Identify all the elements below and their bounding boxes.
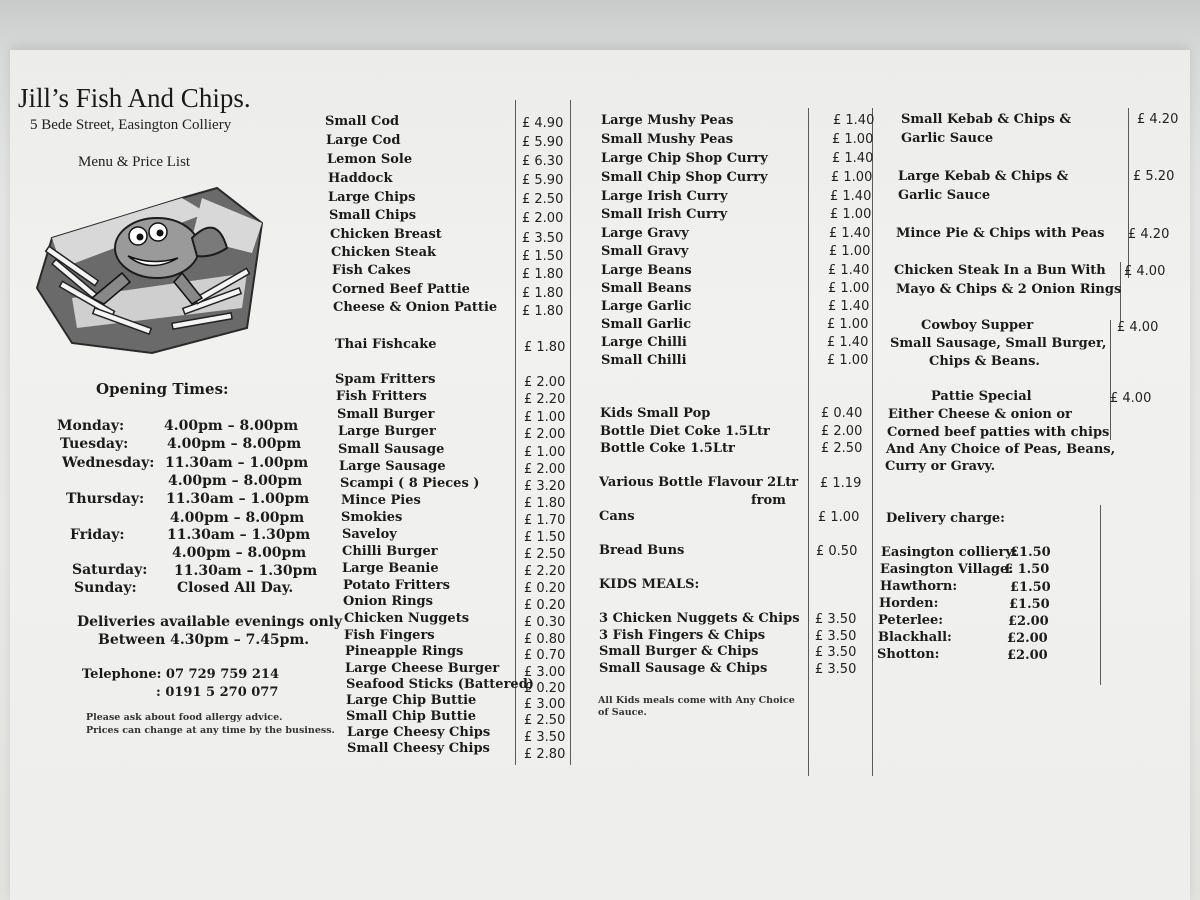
special-price: £ 4.20 xyxy=(1137,112,1179,127)
menu-price: £ 1.40 xyxy=(830,189,872,204)
special-item: Garlic Sauce xyxy=(901,131,994,146)
day-wednesday: Wednesday: xyxy=(62,455,155,471)
day-tuesday: Tuesday: xyxy=(60,436,129,452)
menu-item: Small Burger xyxy=(337,407,435,422)
hours-thursday-2: 4.00pm – 8.00pm xyxy=(170,510,305,526)
menu-item: Scampi ( 8 Pieces ) xyxy=(340,476,480,491)
menu-price: £ 1.00 xyxy=(832,132,874,147)
day-saturday: Saturday: xyxy=(72,562,148,578)
menu-price: £ 1.00 xyxy=(831,170,873,185)
delivery-price: £1.50 xyxy=(1010,545,1051,560)
menu-price: £ 2.00 xyxy=(524,427,566,442)
delivery-price: £1.50 xyxy=(1010,580,1051,595)
menu-price: £ 2.00 xyxy=(524,375,566,390)
menu-price: £ 1.00 xyxy=(524,445,566,460)
hours-friday-2: 4.00pm – 8.00pm xyxy=(172,545,307,561)
menu-item: Large Beans xyxy=(601,263,692,278)
menu-item: Bottle Diet Coke 1.5Ltr xyxy=(600,424,770,439)
day-thursday: Thursday: xyxy=(66,491,145,507)
menu-price: £ 1.40 xyxy=(827,335,869,350)
menu-item: Chilli Burger xyxy=(342,544,438,559)
menu-item: Large Cod xyxy=(326,133,401,148)
telephone-line-2: : 0191 5 270 077 xyxy=(156,685,279,700)
menu-price: £ 1.00 xyxy=(524,410,566,425)
deliveries-line-2: Between 4.30pm – 7.45pm. xyxy=(98,632,310,648)
day-friday: Friday: xyxy=(70,527,125,543)
menu-price: £ 0.70 xyxy=(524,648,566,663)
menu-price: £ 1.40 xyxy=(828,299,870,314)
menu-price: £ 3.00 xyxy=(524,665,566,680)
menu-item: Seafood Sticks (Battered) xyxy=(346,677,534,692)
special-item: Cowboy Supper xyxy=(921,318,1034,333)
kids-meals-title: KIDS MEALS: xyxy=(599,577,700,592)
menu-price: £ 0.50 xyxy=(816,544,858,559)
menu-item: Small Chip Shop Curry xyxy=(601,170,768,185)
special-item: And Any Choice of Peas, Beans, xyxy=(886,442,1116,457)
menu-price: £ 3.50 xyxy=(522,231,564,246)
menu-item: Fish Fingers xyxy=(344,628,435,643)
telephone-line-1: Telephone: 07 729 759 214 xyxy=(82,667,279,682)
menu-item: Cans xyxy=(599,509,635,524)
menu-price: £ 3.50 xyxy=(815,645,857,660)
menu-price: £ 1.70 xyxy=(524,513,566,528)
menu-price: £ 6.30 xyxy=(522,154,564,169)
menu-item: 3 Fish Fingers & Chips xyxy=(599,628,766,643)
special-item: Mayo & Chips & 2 Onion Rings xyxy=(896,282,1122,297)
menu-item: Various Bottle Flavour 2Ltr xyxy=(599,475,799,490)
menu-item: Cheese & Onion Pattie xyxy=(333,300,498,315)
menu-item: Large Cheesy Chips xyxy=(347,725,491,740)
menu-price: £ 1.40 xyxy=(833,113,875,128)
fish-and-chips-logo xyxy=(32,178,282,358)
menu-item-from: from xyxy=(751,493,786,508)
menu-item: Small Cheesy Chips xyxy=(347,741,490,756)
divider-col2b xyxy=(872,108,873,776)
menu-price: £ 1.80 xyxy=(522,304,564,319)
special-item: Pattie Special xyxy=(931,389,1032,404)
menu-item: Pineapple Rings xyxy=(345,644,464,659)
menu-item: Bread Buns xyxy=(599,543,685,558)
menu-item: Mince Pies xyxy=(341,493,421,508)
delivery-title: Delivery charge: xyxy=(886,511,1005,526)
menu-price: £ 1.00 xyxy=(827,353,869,368)
divider-col2 xyxy=(808,108,809,776)
menu-item: Fish Cakes xyxy=(332,263,411,278)
menu-price: £ 2.50 xyxy=(522,192,564,207)
menu-price: £ 1.50 xyxy=(522,249,564,264)
deliveries-line-1: Deliveries available evenings only xyxy=(77,614,343,630)
day-monday: Monday: xyxy=(57,418,125,434)
hours-monday: 4.00pm – 8.00pm xyxy=(164,418,299,434)
menu-item: Large Garlic xyxy=(601,299,692,314)
menu-item: Potato Fritters xyxy=(343,578,450,593)
delivery-price: £1.50 xyxy=(1009,597,1050,612)
hours-tuesday: 4.00pm – 8.00pm xyxy=(167,436,302,452)
menu-item: Small Irish Curry xyxy=(601,207,728,222)
menu-item: Chicken Nuggets xyxy=(344,611,470,626)
special-price: £ 4.00 xyxy=(1124,264,1166,279)
special-item: Garlic Sauce xyxy=(898,188,991,203)
menu-item: Fish Fritters xyxy=(336,389,427,404)
special-item: Either Cheese & onion or xyxy=(888,407,1072,422)
shop-address: 5 Bede Street, Easington Colliery xyxy=(30,117,232,133)
menu-item: Small Garlic xyxy=(601,317,692,332)
menu-item: Small Beans xyxy=(601,281,692,296)
menu-price: £ 0.20 xyxy=(524,681,566,696)
menu-item: Chicken Steak xyxy=(331,245,437,260)
menu-item: Corned Beef Pattie xyxy=(332,282,470,297)
kids-note-2: of Sauce. xyxy=(598,707,647,718)
menu-price: £ 0.20 xyxy=(524,598,566,613)
prices-note: Prices can change at any time by the business. xyxy=(86,725,335,736)
menu-item: Large Irish Curry xyxy=(601,189,728,204)
special-item: Chips & Beans. xyxy=(929,354,1040,369)
menu-price: £ 5.90 xyxy=(522,135,564,150)
delivery-price: £2.00 xyxy=(1008,614,1049,629)
menu-price: £ 1.00 xyxy=(827,317,869,332)
opening-times-title: Opening Times: xyxy=(96,380,229,398)
menu-price: £ 1.00 xyxy=(830,207,872,222)
delivery-place: Easington Village: xyxy=(880,562,1014,577)
menu-item: Small Sausage xyxy=(338,442,445,457)
menu-item: Small Gravy xyxy=(601,244,689,259)
menu-price: £ 2.50 xyxy=(524,547,566,562)
menu-price: £ 5.90 xyxy=(522,173,564,188)
special-item: Curry or Gravy. xyxy=(885,459,996,474)
special-item: Small Kebab & Chips & xyxy=(901,112,1072,127)
menu-price: £ 0.80 xyxy=(524,632,566,647)
hours-wednesday-2: 4.00pm – 8.00pm xyxy=(168,473,303,489)
hours-thursday-1: 11.30am – 1.00pm xyxy=(166,491,310,507)
menu-price: £ 3.50 xyxy=(815,662,857,677)
menu-item: Large Beanie xyxy=(342,561,439,576)
allergy-note: Please ask about food allergy advice. xyxy=(86,712,283,723)
menu-item: Large Gravy xyxy=(601,226,689,241)
hours-friday-1: 11.30am – 1.30pm xyxy=(167,527,311,543)
delivery-price: £2.00 xyxy=(1007,631,1048,646)
delivery-place: Easington colliery: xyxy=(881,545,1018,560)
menu-price: £ 2.00 xyxy=(524,462,566,477)
menu-price: £ 2.50 xyxy=(524,713,566,728)
menu-price: £ 2.50 xyxy=(821,441,863,456)
special-price: £ 4.20 xyxy=(1128,227,1170,242)
menu-price: £ 1.00 xyxy=(828,281,870,296)
menu-price: £ 1.80 xyxy=(522,267,564,282)
menu-price: £ 3.00 xyxy=(524,697,566,712)
menu-price: £ 1.50 xyxy=(524,530,566,545)
menu-item: 3 Chicken Nuggets & Chips xyxy=(599,611,800,626)
menu-price: £ 4.90 xyxy=(522,116,564,131)
menu-item: Thai Fishcake xyxy=(335,337,437,352)
menu-price: £ 0.40 xyxy=(821,406,863,421)
menu-price: £ 1.40 xyxy=(832,151,874,166)
menu-price: £ 3.20 xyxy=(524,479,566,494)
menu-item: Small Cod xyxy=(325,114,400,129)
menu-item: Haddock xyxy=(328,171,393,186)
menu-item: Small Chilli xyxy=(601,353,687,368)
menu-price: £ 2.20 xyxy=(524,392,566,407)
delivery-place: Shotton: xyxy=(877,647,940,662)
menu-price: £ 1.80 xyxy=(524,496,566,511)
delivery-place: Hawthorn: xyxy=(880,579,958,594)
menu-item: Bottle Coke 1.5Ltr xyxy=(600,441,735,456)
delivery-price: £2.00 xyxy=(1007,648,1048,663)
day-sunday: Sunday: xyxy=(74,580,137,596)
menu-item: Kids Small Pop xyxy=(600,406,711,421)
menu-price: £ 3.50 xyxy=(815,629,857,644)
menu-item: Spam Fritters xyxy=(335,372,436,387)
divider-col1b xyxy=(570,100,571,765)
menu-item: Saveloy xyxy=(342,527,397,542)
menu-item: Large Burger xyxy=(338,424,436,439)
delivery-price: £ 1.50 xyxy=(1004,562,1050,577)
menu-price: £ 3.50 xyxy=(524,730,566,745)
special-item: Mince Pie & Chips with Peas xyxy=(896,226,1105,241)
special-item: Large Kebab & Chips & xyxy=(898,169,1069,184)
divider-col3d xyxy=(1100,505,1101,685)
menu-item: Small Mushy Peas xyxy=(601,132,734,147)
menu-price: £ 2.00 xyxy=(522,211,564,226)
menu-price: £ 1.80 xyxy=(524,340,566,355)
hours-sunday: Closed All Day. xyxy=(177,580,294,596)
menu-item: Chicken Breast xyxy=(330,227,442,242)
menu-item: Small Sausage & Chips xyxy=(599,661,768,676)
hours-saturday: 11.30am – 1.30pm xyxy=(174,563,318,579)
shop-title: Jill’s Fish And Chips. xyxy=(18,83,251,113)
menu-item: Large Chips xyxy=(328,190,416,205)
delivery-place: Horden: xyxy=(879,596,939,611)
special-price: £ 5.20 xyxy=(1133,169,1175,184)
menu-price: £ 2.80 xyxy=(524,747,566,762)
menu-label: Menu & Price List xyxy=(78,154,191,170)
menu-item: Large Cheese Burger xyxy=(345,661,500,676)
menu-item: Large Mushy Peas xyxy=(601,113,734,128)
divider-col3c xyxy=(1110,320,1111,440)
hours-wednesday-1: 11.30am – 1.00pm xyxy=(165,455,309,471)
menu-item: Small Burger & Chips xyxy=(599,644,759,659)
menu-item: Large Chip Shop Curry xyxy=(601,151,768,166)
menu-item: Large Chip Buttie xyxy=(346,693,477,708)
menu-price: £ 1.00 xyxy=(818,510,860,525)
delivery-place: Peterlee: xyxy=(878,613,944,628)
menu-item: Smokies xyxy=(341,510,403,525)
kids-note-1: All Kids meals come with Any Choice xyxy=(598,695,795,706)
delivery-place: Blackhall: xyxy=(878,630,952,645)
menu-price: £ 0.30 xyxy=(524,615,566,630)
special-price: £ 4.00 xyxy=(1117,320,1159,335)
menu-item: Large Sausage xyxy=(339,459,446,474)
special-item: Small Sausage, Small Burger, xyxy=(890,336,1107,351)
menu-price: £ 1.80 xyxy=(522,286,564,301)
menu-price: £ 1.00 xyxy=(829,244,871,259)
menu-price: £ 2.00 xyxy=(821,424,863,439)
menu-price: £ 3.50 xyxy=(815,612,857,627)
menu-price: £ 0.20 xyxy=(524,581,566,596)
menu-price: £ 2.20 xyxy=(524,564,566,579)
menu-price: £ 1.40 xyxy=(829,226,871,241)
menu-price: £ 1.19 xyxy=(820,476,862,491)
menu-price: £ 1.40 xyxy=(828,263,870,278)
menu-item: Small Chip Buttie xyxy=(346,709,476,724)
divider-col1 xyxy=(515,100,516,765)
special-item: Corned beef patties with chips xyxy=(887,425,1110,440)
divider-col3a xyxy=(1128,108,1129,278)
menu-item: Lemon Sole xyxy=(327,152,413,167)
special-item: Chicken Steak In a Bun With xyxy=(894,263,1106,278)
menu-item: Small Chips xyxy=(329,208,417,223)
menu-item: Large Chilli xyxy=(601,335,687,350)
special-price: £ 4.00 xyxy=(1110,391,1152,406)
menu-item: Onion Rings xyxy=(343,594,433,609)
